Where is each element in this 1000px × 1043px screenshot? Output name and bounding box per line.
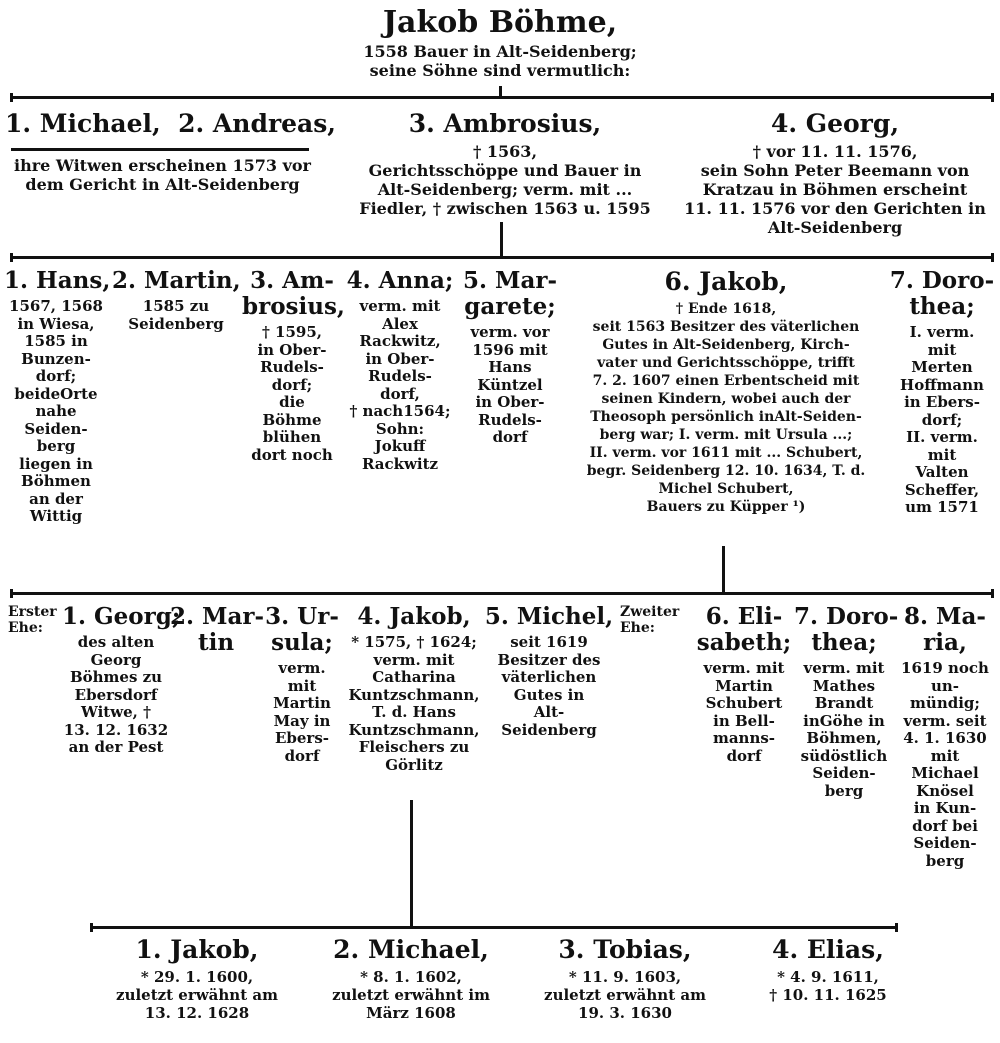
gen3-name: 8. Ma- ria, (904, 603, 986, 656)
gen2-desc: verm. mit Alex Rackwitz, in Ober- Rudels- dorf, † nach1564; Sohn: Jokuff Rackwitz (349, 297, 451, 473)
gen4-child-michael (306, 936, 516, 1022)
gen3-name: 4. Jakob, (357, 603, 471, 630)
first-marriage-label: Erster Ehe: (8, 604, 57, 636)
gen3-desc: seit 1619 Besitzer des väterlichen Gutes in Alt- Seidenberg (497, 633, 601, 739)
root-desc: 1558 Bauer in Alt-Seidenberg; seine Söhne sind vermutlich: (363, 42, 637, 80)
gen3-name: 6. Eli- sabeth; (696, 603, 792, 656)
gen3-child-michel (484, 604, 614, 739)
gen1-michael-andreas-desc: ihre Witwen erscheinen 1573 vor dem Gericht in Alt-Seidenberg (14, 156, 311, 194)
gen1-georg-desc: † vor 11. 11. 1576, sein Sohn Peter Beemann von Kratzau in Böhmen erscheint 11. 11. 1576 vor den Gerichten in Alt-Seidenberg (684, 142, 986, 237)
gen1-michael-andreas (5, 109, 336, 194)
gen3-child-elisabeth (694, 604, 794, 765)
gen3-rule (10, 592, 994, 595)
gen2-desc: † Ende 1618, seit 1563 Besitzer des väterlichen Gutes in Alt-Seidenberg, Kirch- vater und Gerichtsschöppe, trifft 7. 2. 1607 einen Erbentscheid mit seinen Kindern, wobei auch der Theosoph persönlich inAlt-Seiden- berg war; I. verm. mit Ursula ...; II. verm. vor 1611 mit ... Schubert, begr. Seidenberg 12. 10. 1634, T. d. Michel Schubert, Bauers zu Küpper ¹) (586, 301, 866, 515)
gen3-name: 1. Georg; (62, 603, 181, 630)
gen2-child-anna (344, 268, 456, 473)
second-marriage-label: Zweiter Ehe: (620, 604, 680, 636)
gen2-jakob-stem (722, 546, 725, 594)
gen4-name: 4. Elias, (772, 935, 884, 964)
gen3-desc: 1619 noch un- mündig; verm. seit 4. 1. 1630 mit Michael Knösel in Kun- dorf bei Seiden- berg (901, 659, 989, 870)
gen1-ambrosius (350, 110, 660, 218)
gen2-name: 6. Jakob, (664, 267, 788, 296)
gen2-desc: 1585 zu Seidenberg (128, 297, 224, 333)
gen3-child-georg (62, 603, 181, 757)
gen2-rule (10, 256, 994, 259)
gen2-desc: verm. vor 1596 mit Hans Küntzel in Ober- Rudels- dorf (470, 323, 550, 446)
gen3-name: 2. Mar- tin (170, 603, 265, 656)
gen3-jakob-stem (410, 800, 413, 928)
gen2-child-dorothea (888, 268, 996, 517)
gen3-child-dorothea (794, 603, 899, 800)
gen2-name: 7. Doro- thea; (889, 267, 995, 320)
root-person (300, 6, 700, 80)
root-stem (499, 86, 502, 98)
gen2-name: 2. Martin, (112, 267, 241, 294)
gen3-child-jakob (348, 604, 480, 774)
gen4-rule (90, 926, 898, 929)
gen2-child-margarete (458, 268, 562, 447)
gen4-name: 2. Michael, (333, 935, 489, 964)
gen3-name: 5. Michel, (484, 603, 614, 630)
gen4-desc: * 29. 1. 1600, zuletzt erwähnt am 13. 12. 1628 (116, 968, 278, 1022)
gen4-child-tobias (520, 936, 730, 1022)
gen2-name: 1. Hans, (4, 267, 111, 294)
gen1-ambrosius-desc: † 1563, Gerichtsschöppe und Bauer in Alt-Seidenberg; verm. mit ... Fiedler, † zwischen 1563 u. 1595 (359, 142, 651, 218)
gen2-desc: I. verm. mit Merten Hoffmann in Ebers- dorf; II. verm. mit Valten Scheffer, um 1571 (900, 323, 984, 516)
gen1-rule (10, 96, 994, 99)
gen3-child-martin (170, 603, 265, 660)
gen2-child-ambrosius (242, 267, 345, 464)
root-name: Jakob Böhme, (382, 5, 618, 40)
gen1-michael-andreas-names: 1. Michael, 2. Andreas, (5, 109, 336, 138)
gen2-child-martin (112, 268, 240, 333)
gen3-desc: verm. mit Martin Schubert in Bell- manns- dorf (703, 659, 785, 765)
gen3-desc: verm. mit Martin May in Ebers- dorf (273, 659, 331, 765)
gen3-child-ursula (256, 604, 348, 765)
gen1-georg (680, 110, 990, 237)
gen4-desc: * 4. 9. 1611, † 10. 11. 1625 (769, 968, 887, 1004)
gen4-name: 1. Jakob, (135, 935, 259, 964)
gen1-michael-andreas-brace (11, 148, 309, 151)
gen3-child-maria (894, 604, 996, 870)
gen2-child-jakob (565, 268, 887, 516)
gen1-ambrosius-name: 3. Ambrosius, (408, 109, 602, 138)
gen3-desc: des alten Georg Böhmes zu Ebersdorf Witwe, † 13. 12. 1632 an der Pest (63, 633, 169, 756)
gen4-name: 3. Tobias, (558, 935, 692, 964)
gen4-desc: * 8. 1. 1602, zuletzt erwähnt im März 1608 (332, 968, 490, 1022)
gen2-name: 5. Mar- garete; (462, 267, 558, 320)
gen1-georg-name: 4. Georg, (770, 109, 900, 138)
gen2-name: 3. Am- brosius, (242, 267, 345, 320)
gen3-desc: verm. mit Mathes Brandt inGöhe in Böhmen, südöstlich Seiden- berg (800, 659, 888, 800)
gen3-name: 3. Ur- sula; (265, 603, 339, 656)
gen2-name: 4. Anna; (346, 267, 454, 294)
gen2-desc: † 1595, in Ober- Rudels- dorf; die Böhme blühen dort noch (251, 323, 333, 464)
gen4-desc: * 11. 9. 1603, zuletzt erwähnt am 19. 3. 1630 (544, 968, 706, 1022)
gen4-child-elias (728, 936, 928, 1004)
gen2-desc: 1567, 1568 in Wiesa, 1585 in Bunzen- dorf; beideOrte nahe Seiden- berg liegen in Böhmen an der Wittig (9, 297, 103, 525)
gen2-child-hans (4, 267, 111, 526)
gen3-name: 7. Doro- thea; (794, 603, 899, 656)
gen1-ambrosius-stem (500, 222, 503, 258)
gen4-child-jakob (92, 936, 302, 1022)
gen3-desc: * 1575, † 1624; verm. mit Catharina Kuntzschmann, T. d. Hans Kuntzschmann, Fleischers zu Görlitz (348, 633, 480, 774)
